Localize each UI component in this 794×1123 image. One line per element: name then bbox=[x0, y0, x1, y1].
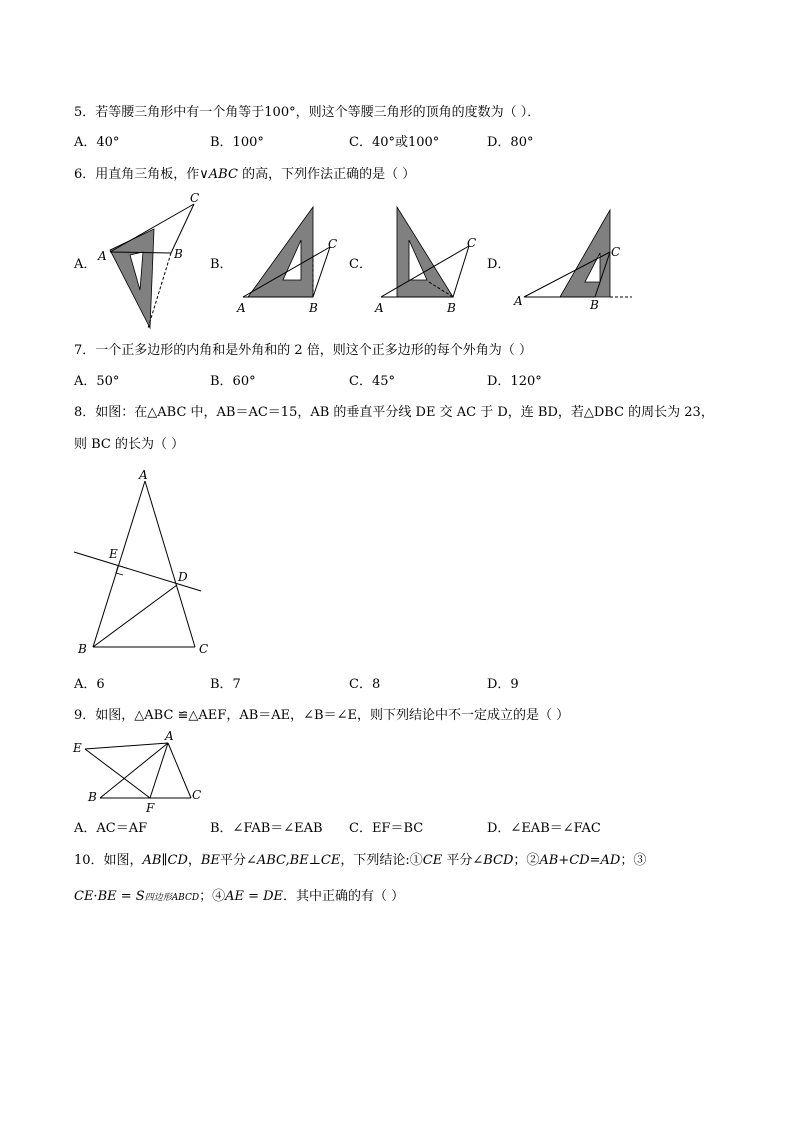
q5-option-a: A．40° bbox=[74, 135, 120, 150]
q10-t5: ；② bbox=[513, 853, 540, 868]
side-ac bbox=[145, 481, 195, 647]
q8-stem-line2: 则 BC 的长为（ ） bbox=[74, 437, 185, 452]
segment-bc bbox=[171, 204, 194, 253]
segment-bd bbox=[93, 585, 177, 647]
label-e: E bbox=[73, 741, 82, 755]
q10-m4: CE bbox=[422, 853, 443, 868]
q9-option-c: C．EF＝BC bbox=[349, 821, 424, 836]
q6-figure-c bbox=[373, 200, 493, 320]
q10-m8: AE = DE bbox=[225, 889, 284, 904]
segment-bc bbox=[313, 247, 330, 297]
label-a: A bbox=[98, 249, 107, 263]
q5-option-c: C．40°或100° bbox=[349, 135, 440, 150]
q8-option-c: C．8 bbox=[349, 677, 381, 692]
q6-option-c: C． bbox=[349, 257, 372, 272]
q10-t3: ，下列结论:① bbox=[340, 853, 423, 868]
q10-m1: AB∥CD bbox=[142, 853, 188, 868]
label-c: C bbox=[192, 788, 202, 802]
q6-figure-a bbox=[90, 190, 220, 335]
label-a: A bbox=[375, 301, 384, 315]
q6-stem bbox=[74, 166, 415, 184]
q7-option-c: C．45° bbox=[349, 374, 395, 389]
q10-m5: ∠BCD bbox=[472, 853, 514, 868]
q9-option-b: B．∠FAB＝∠EAB bbox=[210, 821, 323, 836]
label-b: B bbox=[447, 301, 456, 315]
segment-ea bbox=[85, 743, 168, 749]
q7-stem: 7．一个正多边形的内角和是外角和的 2 倍，则这个正多边形的每个外角为（ ） bbox=[74, 343, 532, 358]
q9-option-a: A．AC＝AF bbox=[74, 821, 148, 836]
segment-ac bbox=[168, 743, 191, 798]
q7-option-d: D．120° bbox=[487, 374, 542, 389]
set-square-c bbox=[397, 207, 453, 297]
label-e: E bbox=[109, 547, 118, 561]
label-f: F bbox=[146, 801, 155, 815]
label-c: C bbox=[199, 642, 209, 656]
q10-m3: ∠ABC,BE⊥CE bbox=[245, 853, 341, 868]
q8-option-d: D．9 bbox=[487, 677, 519, 692]
label-b: B bbox=[309, 301, 318, 315]
q6-figure-b bbox=[233, 200, 353, 320]
q8-stem-line1: 8．如图：在△ABC 中，AB＝AC＝15，AB 的垂直平分线 DE 交 AC 于 D，连 BD，若△DBC 的周长为 23， bbox=[74, 405, 714, 420]
q6-figure-d bbox=[510, 205, 640, 315]
q10-m7-sub: 四边形ABCD bbox=[144, 893, 200, 903]
q9-option-d: D．∠EAB＝∠FAC bbox=[487, 821, 601, 836]
q10-m2: BE bbox=[200, 853, 220, 868]
q10-t1: ， bbox=[187, 853, 201, 868]
label-a: A bbox=[237, 301, 246, 315]
label-b: B bbox=[78, 642, 87, 656]
set-square-b bbox=[248, 207, 313, 297]
q7-option-a: A．50° bbox=[74, 374, 120, 389]
q10-t2: 平分 bbox=[219, 853, 246, 868]
label-b: B bbox=[88, 790, 97, 804]
label-a: A bbox=[139, 468, 148, 482]
q7-option-b: B．60° bbox=[210, 374, 256, 389]
q6-option-d: D． bbox=[487, 257, 511, 272]
q8-option-a: A．6 bbox=[74, 677, 105, 692]
q10-t6: ；③ bbox=[620, 853, 647, 868]
label-c: C bbox=[467, 236, 477, 250]
q5-stem: 5．若等腰三角形中有一个角等于100°，则这个等腰三角形的顶角的度数为（ ）． bbox=[74, 105, 541, 120]
label-d: D bbox=[178, 570, 188, 584]
q6-stem-prefix: 6．用直角三角板，作 bbox=[74, 167, 200, 182]
label-b: B bbox=[174, 247, 183, 261]
q10-num: 10．如图， bbox=[74, 853, 143, 868]
q10-t7: ；④ bbox=[199, 889, 226, 904]
label-a: A bbox=[514, 294, 523, 308]
q10-stem-line1 bbox=[74, 852, 646, 870]
q10-stem-line2 bbox=[74, 888, 404, 907]
segment-af bbox=[150, 743, 168, 798]
q5-option-d: D．80° bbox=[487, 135, 534, 150]
q8-option-b: B．7 bbox=[210, 677, 241, 692]
q10-m7: CE·BE = S bbox=[74, 889, 145, 904]
q6-stem-suffix: 的高，下列作法正确的是（ ） bbox=[237, 167, 416, 182]
q6-option-a: A． bbox=[74, 257, 97, 272]
q6-option-b: B． bbox=[210, 257, 233, 272]
segment-ab bbox=[100, 743, 168, 798]
label-c: C bbox=[328, 237, 338, 251]
set-square-d bbox=[560, 210, 610, 297]
right-angle-mark bbox=[116, 566, 123, 575]
q9-stem: 9．如图，△ABC ≌△AEF，AB＝AE，∠B＝∠E，则下列结论中不一定成立的是（ ） bbox=[74, 708, 570, 723]
side-ab bbox=[93, 481, 145, 647]
q5-option-b: B．100° bbox=[210, 135, 264, 150]
q6-stem-math: ∨ABC bbox=[199, 167, 238, 182]
q10-t8: ．其中正确的有（ ） bbox=[283, 889, 405, 904]
q10-t4: 平分 bbox=[442, 853, 473, 868]
q8-figure bbox=[65, 465, 215, 665]
label-c: C bbox=[190, 191, 200, 205]
set-square-a bbox=[110, 229, 154, 328]
label-c: C bbox=[611, 245, 621, 259]
q9-figure bbox=[70, 728, 220, 818]
label-a: A bbox=[165, 729, 174, 743]
q10-m6: AB+CD=AD bbox=[539, 853, 621, 868]
label-b: B bbox=[590, 298, 599, 312]
